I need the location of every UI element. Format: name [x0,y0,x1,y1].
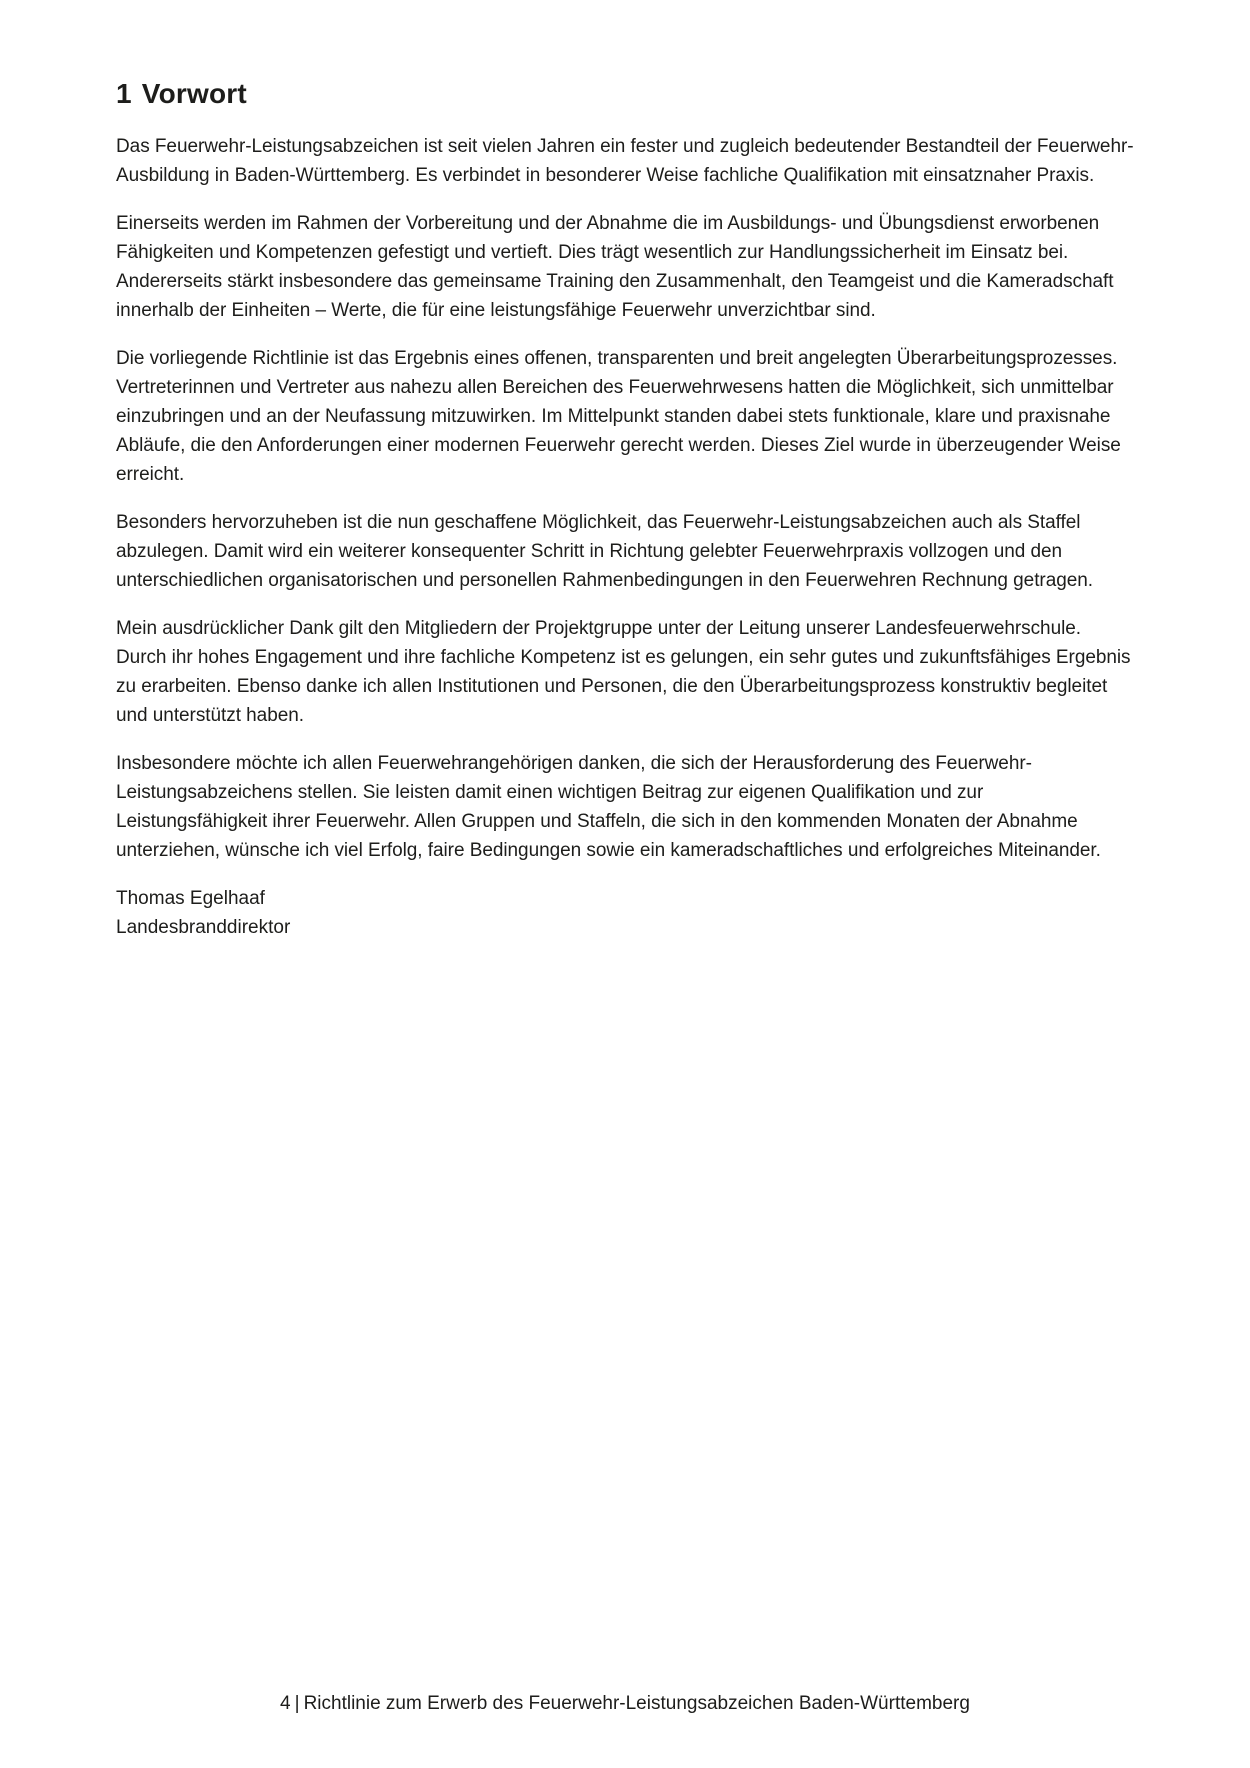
paragraph-4: Besonders hervorzuheben ist die nun geschaffene Möglichkeit, das Feuerwehr-Leistungsabzeichen auch als Staffel abzulegen. Damit wird ein weiterer konsequenter Schritt in Richtung gelebter Feuerwehrpraxis vollzogen und den unterschiedlichen organisatorischen und personellen Rahmenbedingungen in den Feuerwehren Rechnung getragen. [116,512,1094,591]
signature-block [116,884,1136,942]
page-content [116,76,1136,942]
footer-separator: | [294,1693,300,1714]
section-title: Vorwort [141,78,247,109]
paragraph-3: Die vorliegende Richtlinie ist das Ergebnis eines offenen, transparenten und breit angelegten Überarbeitungsprozesses. Vertreterinnen und Vertreter aus nahezu allen Bereichen des Feuerwehrwesens hatten die Möglichkeit, sich unmittelbar einzubringen und an der Neufassung mitzuwirken. Im Mittelpunkt standen dabei stets funktionale, klare und praxisnahe Abläufe, die den Anforderungen einer modernen Feuerwehr gerecht werden. Dieses Ziel wurde in überzeugender Weise erreicht. [116,348,1121,485]
document-title: Richtlinie zum Erwerb des Feuerwehr-Leistungsabzeichen Baden-Württemberg [303,1693,970,1714]
section-number: 1 [116,78,132,109]
paragraph-5: Mein ausdrücklicher Dank gilt den Mitgliedern der Projektgruppe unter der Leitung unserer Landesfeuerwehrschule. Durch ihr hohes Engagement und ihre fachliche Kompetenz ist es gelungen, ein sehr gutes und zukunftsfähiges Ergebnis zu erarbeiten. Ebenso danke ich allen Institutionen und Personen, die den Überarbeitungsprozess konstruktiv begleitet und unterstützt haben. [116,618,1131,726]
paragraph-6: Insbesondere möchte ich allen Feuerwehrangehörigen danken, die sich der Herausforderung des Feuerwehr-Leistungsabzeichens stellen. Sie leisten damit einen wichtigen Beitrag zur eigenen Qualifikation und zur Leistungsfähigkeit ihrer Feuerwehr. Allen Gruppen und Staffeln, die sich in den kommenden Monaten der Abnahme unterziehen, wünsche ich viel Erfolg, faire Bedingungen sowie ein kameradschaftliches und erfolgreiches Miteinander. [116,753,1101,861]
paragraph-1: Das Feuerwehr-Leistungsabzeichen ist seit vielen Jahren ein fester und zugleich bedeutender Bestandteil der Feuerwehr-Ausbildung in Baden-Württemberg. Es verbindet in besonderer Weise fachliche Qualifikation mit einsatznaher Praxis. [116,136,1134,186]
signatory-name: Thomas Egelhaaf [116,888,265,909]
section-heading [116,76,1136,112]
signatory-role: Landesbranddirektor [116,917,291,938]
paragraph-2: Einerseits werden im Rahmen der Vorbereitung und der Abnahme die im Ausbildungs- und Übungsdienst erworbenen Fähigkeiten und Kompetenzen gefestigt und vertieft. Dies trägt wesentlich zur Handlungssicherheit im Einsatz bei. Andererseits stärkt insbesondere das gemeinsame Training den Zusammenhalt, den Teamgeist und die Kameradschaft innerhalb der Einheiten – Werte, die für eine leistungsfähige Feuerwehr unverzichtbar sind. [116,213,1114,321]
page-footer [0,1690,1250,1718]
page-number: 4 [280,1693,291,1714]
